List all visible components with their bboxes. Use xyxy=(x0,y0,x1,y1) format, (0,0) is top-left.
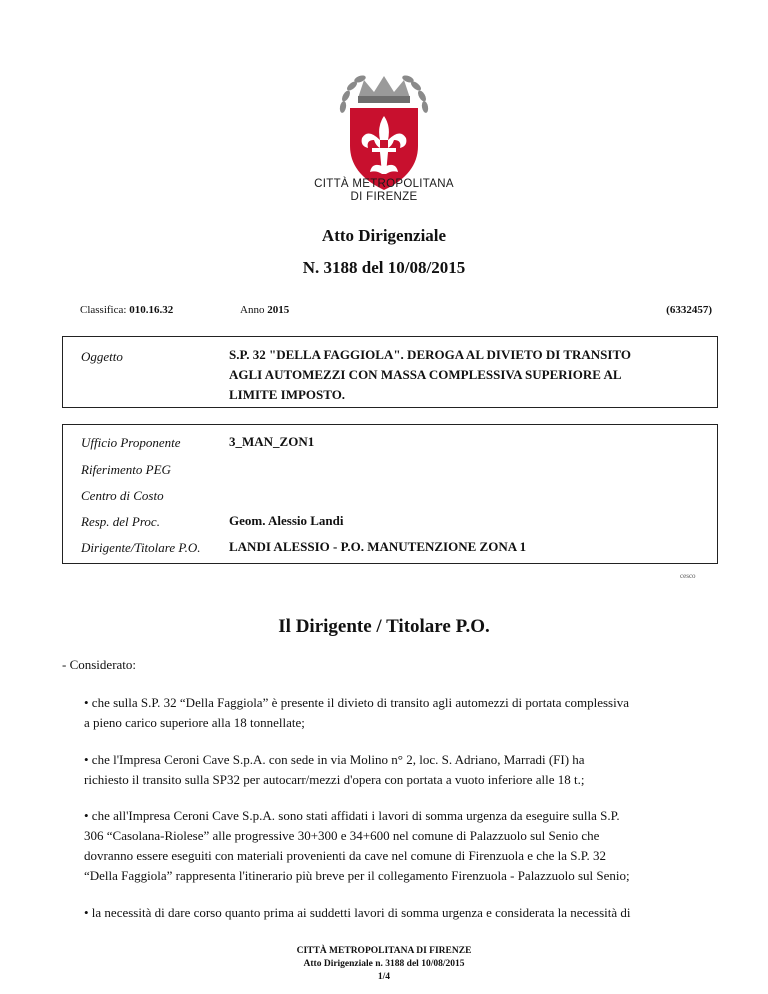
resp-value: Geom. Alessio Landi xyxy=(229,513,344,528)
paragraph-1 xyxy=(84,693,718,733)
footer-org: CITTÀ METROPOLITANA DI FIRENZE xyxy=(296,946,472,956)
oggetto-line: S.P. 32 "DELLA FAGGIOLA". DEROGA AL DIVIETO DI TRANSITO xyxy=(229,347,632,362)
anno-value: 2015 xyxy=(267,304,290,316)
paragraph-2 xyxy=(84,750,718,790)
peg-label: Riferimento PEG xyxy=(81,462,171,477)
paragraph-line: 306 “Casolana-Riolese” alle progressive 30+300 e 34+600 nel comune di Palazzuolo sul Senio che xyxy=(84,828,600,843)
paragraph-line: “Della Faggiola” rappresenta l'itinerario più breve per il collegamento Firenzuola - Palazzuolo sul Senio; xyxy=(84,868,630,883)
logo-line-1: CITTÀ METROPOLITANA xyxy=(314,178,454,190)
paragraph-4 xyxy=(84,903,718,923)
centro-label: Centro di Costo xyxy=(81,488,164,503)
anno xyxy=(240,304,289,316)
paragraph-3 xyxy=(84,806,718,886)
document-number: N. 3188 del 10/08/2015 xyxy=(302,258,466,277)
page-number: 1/4 xyxy=(377,972,391,982)
section-heading: Il Dirigente / Titolare P.O. xyxy=(278,616,490,637)
details-box xyxy=(62,424,718,564)
classifica xyxy=(80,304,173,316)
paragraph-line: • che l'Impresa Ceroni Cave S.p.A. con sede in via Molino n° 2, loc. S. Adriano, Marradi (FI) ha xyxy=(84,752,585,767)
page-footer xyxy=(0,945,768,984)
oggetto-label: Oggetto xyxy=(81,349,123,364)
oggetto-line: LIMITE IMPOSTO. xyxy=(229,387,346,402)
oggetto-text xyxy=(229,345,709,405)
logo-line-2: DI FIRENZE xyxy=(350,191,418,203)
ufficio-label: Ufficio Proponente xyxy=(81,435,181,450)
dirigente-value: LANDI ALESSIO - P.O. MANUTENZIONE ZONA 1 xyxy=(229,539,527,554)
paragraph-line: a pieno carico superiore alla 18 tonnellate; xyxy=(84,715,305,730)
operator-code: cesco xyxy=(680,572,696,580)
considerato-label: - Considerato: xyxy=(62,657,137,672)
dirigente-label: Dirigente/Titolare P.O. xyxy=(81,540,201,555)
paragraph-line: dovranno essere eseguiti con materiali provenienti da cave nel comune di Firenzuola e che la S.P. 32 xyxy=(84,848,606,863)
document-type: Atto Dirigenziale xyxy=(321,226,447,245)
classifica-label: Classifica: xyxy=(80,304,127,316)
paragraph-line: • che sulla S.P. 32 “Della Faggiola” è presente il divieto di transito agli automezzi di portata complessiva xyxy=(84,695,629,710)
resp-label: Resp. del Proc. xyxy=(81,514,160,529)
paragraph-line: • la necessità di dare corso quanto prima ai suddetti lavori di somma urgenza e considerata la necessità di xyxy=(84,905,631,920)
ufficio-value: 3_MAN_ZON1 xyxy=(229,434,315,449)
oggetto-box xyxy=(62,336,718,408)
classifica-value: 010.16.32 xyxy=(129,304,174,316)
protocol-code: (6332457) xyxy=(666,304,712,316)
paragraph-line: • che all'Impresa Ceroni Cave S.p.A. sono stati affidati i lavori di somma urgenza da eseguire sulla S.P. xyxy=(84,808,620,823)
oggetto-line: AGLI AUTOMEZZI CON MASSA COMPLESSIVA SUPERIORE AL xyxy=(229,367,622,382)
footer-act: Atto Dirigenziale n. 3188 del 10/08/2015 xyxy=(303,959,465,969)
anno-label: Anno xyxy=(240,304,265,316)
paragraph-line: richiesto il transito sulla SP32 per autocarr/mezzi d'opera con portata a vuoto inferiore alle 18 t.; xyxy=(84,772,585,787)
